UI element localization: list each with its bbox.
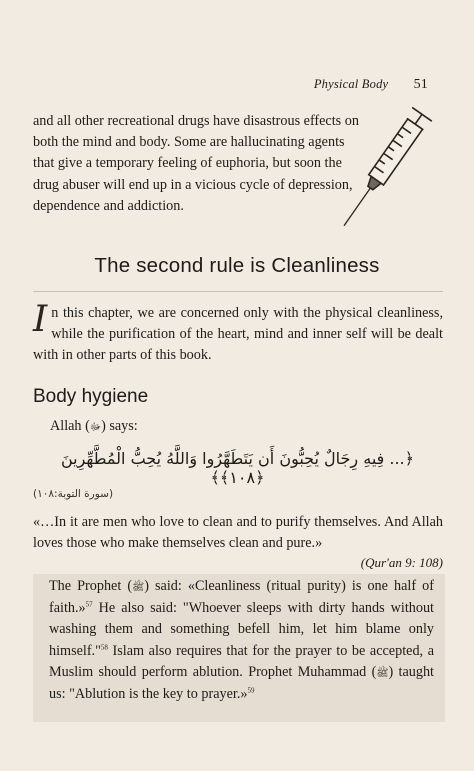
drop-cap: I [33, 299, 48, 340]
syringe-icon [333, 100, 433, 240]
running-head-title: Physical Body [313, 77, 389, 91]
running-head [314, 77, 428, 93]
hadith-text-3: He also said: "Whoever sleeps with dirty hands without washing them and something befell him, let him blame only himself." [49, 600, 434, 659]
arabic-verse-reference: (سورة التوبة:١٠٨) [33, 488, 114, 500]
honorific-symbol-1: ﷺ [132, 582, 145, 593]
footnote-59: 59 [247, 686, 255, 695]
hadith-text-2: ) said: «Cleanliness (ritual purity) is one half of faith.» [49, 578, 434, 617]
chapter-paragraph-text: n this chapter, we are concerned only with the physical cleanliness, while the purification of the heart, mind and inner self will be dealt with in other parts of this book. [33, 305, 443, 363]
arabic-verse: ﴿... فِيهِ رِجَالٌ يُحِبُّونَ أَن يَتَطَهَّرُوا وَاللَّهُ يُحِبُّ الْمُطَّهِّرِينَ ﴿١٠٨﴾﴾ [60, 449, 415, 487]
verse-translation: «…In it are men who love to clean and to purify themselves. And Allah loves those who make themselves clean and pure.» [33, 514, 443, 551]
allah-says-line [50, 418, 138, 435]
footnote-58: 58 [100, 642, 108, 651]
page-number: 51 [413, 77, 428, 92]
hadith-text-5: ) taught us: "Ablution is the key to prayer.» [49, 663, 434, 703]
chapter-heading: The second rule is Cleanliness [94, 254, 380, 277]
verse-reference: (Qur'an 9: 108) [360, 555, 443, 570]
honorific-symbol: ﷻ [89, 422, 102, 433]
section-heading: Body hygiene [33, 386, 149, 407]
footnote-57: 57 [85, 600, 93, 609]
intro-paragraph: and all other recreational drugs have disastrous effects on both the mind and body. Some are hallucinating agents that give a temporary feeling of euphoria, but soon the drug abuser will end up in a vicious cycle of depression, dependence and addiction. [33, 113, 359, 214]
says-suffix: ) says: [101, 418, 138, 434]
says-prefix: Allah ( [50, 418, 90, 434]
honorific-symbol-2: ﷺ [376, 667, 389, 679]
hadith-text-4: Islam also requires that for the prayer to be accepted, a Muslim should perform ablution. Prophet Muhammad ( [49, 642, 434, 680]
chapter-paragraph [33, 299, 443, 366]
chapter-divider [33, 291, 443, 292]
hadith-text-1: The Prophet ( [49, 578, 133, 594]
hadith-paragraph [49, 576, 434, 705]
